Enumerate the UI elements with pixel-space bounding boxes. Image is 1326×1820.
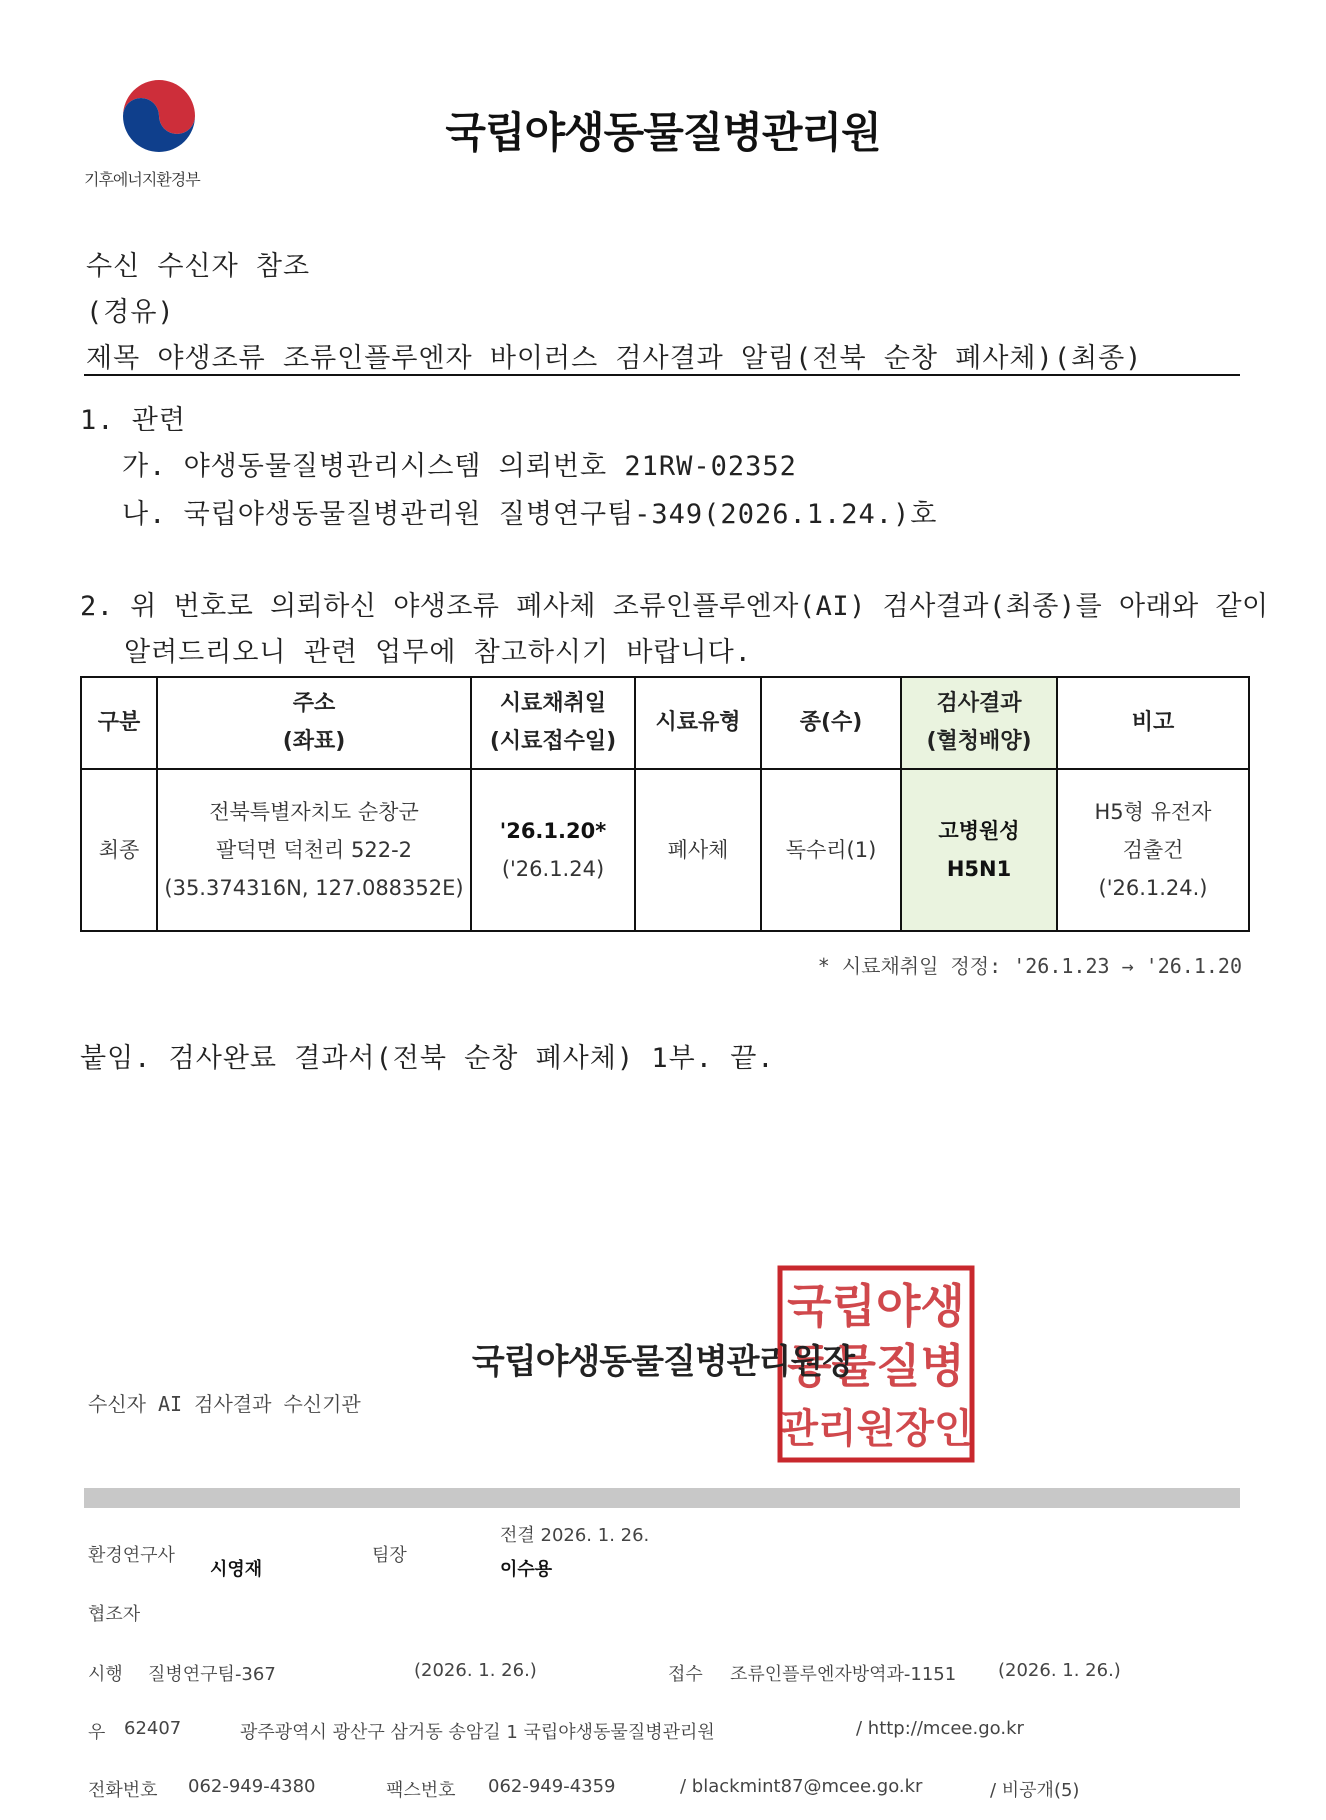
zip-label: 우: [88, 1722, 106, 1743]
approval-date: 전결 2026. 1. 26.: [500, 1525, 650, 1546]
cell-sample-date: '26.1.20* ('26.1.24): [471, 769, 635, 931]
header-sample-date: 시료채취일 (시료접수일): [471, 677, 635, 769]
recipients-line: 수신자 AI 검사결과 수신기관: [88, 1392, 361, 1416]
phone-number: 062-949-4380: [188, 1776, 316, 1797]
header-category: 구분: [81, 677, 157, 769]
signatory-title: 국립야생동물질병관리원장: [471, 1342, 855, 1382]
leader-name: 이수용: [500, 1559, 553, 1580]
ministry-name: 기후에너지환경부: [84, 170, 200, 189]
fax-number: 062-949-4359: [488, 1776, 616, 1797]
researcher-label: 환경연구사: [88, 1545, 175, 1566]
subject-line: 제목 야생조류 조류인플루엔자 바이러스 검사결과 알림(전북 순창 폐사체)(최종): [86, 343, 1143, 374]
svg-text:동물질병: 동물질병: [787, 1339, 965, 1393]
cooperator-label: 협조자: [88, 1604, 141, 1625]
attachment-line: 붙임. 검사완료 결과서(전북 순창 폐사체) 1부. 끝.: [80, 1043, 775, 1074]
table-row: [81, 769, 1249, 931]
cell-remarks: H5형 유전자 검출건 ('26.1.24.): [1057, 769, 1249, 931]
svg-text:관리원장인: 관리원장인: [779, 1406, 973, 1452]
zip-code: 62407: [124, 1718, 182, 1739]
cell-address: 전북특별자치도 순창군 팔덕면 덕천리 522-2 (35.374316N, 127.088352E): [157, 769, 471, 931]
header-result: 검사결과 (혈청배양): [901, 677, 1057, 769]
cell-result: 고병원성 H5N1: [901, 769, 1057, 931]
org-title: 국립야생동물질병관리원: [445, 108, 881, 157]
recipient-line: 수신 수신자 참조: [86, 251, 311, 282]
fax-label: 팩스번호: [386, 1780, 456, 1801]
disclosure-status: / 비공개(5): [990, 1780, 1080, 1801]
header-remarks: 비고: [1057, 677, 1249, 769]
receipt-number: 조류인플루엔자방역과-1151: [730, 1664, 957, 1685]
receipt-label: 접수: [668, 1664, 703, 1685]
subject-divider: [84, 374, 1240, 376]
leader-label: 팀장: [372, 1545, 407, 1566]
table-header-row: [81, 677, 1249, 769]
exec-date: (2026. 1. 26.): [414, 1660, 537, 1681]
header-address: 주소 (좌표): [157, 677, 471, 769]
cell-species: 독수리(1): [761, 769, 901, 931]
exec-label: 시행: [88, 1664, 123, 1685]
researcher-name: 시영재: [210, 1559, 263, 1580]
item2-line2: 알려드리오니 관련 업무에 참고하시기 바랍니다.: [124, 637, 752, 668]
address-text: 광주광역시 광산구 삼거동 송암길 1 국립야생동물질병관리원: [240, 1722, 715, 1743]
exec-number: 질병연구팀-367: [148, 1664, 276, 1685]
item1-b: 나. 국립야생동물질병관리원 질병연구팀-349(2026.1.24.)호: [122, 499, 938, 530]
item1-a: 가. 야생동물질병관리시스템 의뢰번호 21RW-02352: [122, 451, 797, 482]
cell-category: 최종: [81, 769, 157, 931]
header-sample-type: 시료유형: [635, 677, 761, 769]
via-line: (경유): [86, 297, 175, 328]
header-species: 종(수): [761, 677, 901, 769]
phone-label: 전화번호: [88, 1780, 158, 1801]
cell-sample-type: 폐사체: [635, 769, 761, 931]
item2-line1: 2. 위 번호로 의뢰하신 야생조류 폐사체 조류인플루엔자(AI) 검사결과(최종)를 아래와 같이: [80, 591, 1269, 622]
email-link[interactable]: / blackmint87@mcee.go.kr: [680, 1776, 923, 1797]
item1-heading: 1. 관련: [80, 405, 186, 436]
website-link[interactable]: / http://mcee.go.kr: [856, 1718, 1024, 1739]
correction-note: * 시료채취일 정정: '26.1.23 → '26.1.20: [817, 954, 1242, 978]
receipt-date: (2026. 1. 26.): [998, 1660, 1121, 1681]
svg-text:국립야생: 국립야생: [787, 1279, 965, 1333]
footer-divider: [84, 1488, 1240, 1508]
result-table: [80, 676, 1250, 932]
